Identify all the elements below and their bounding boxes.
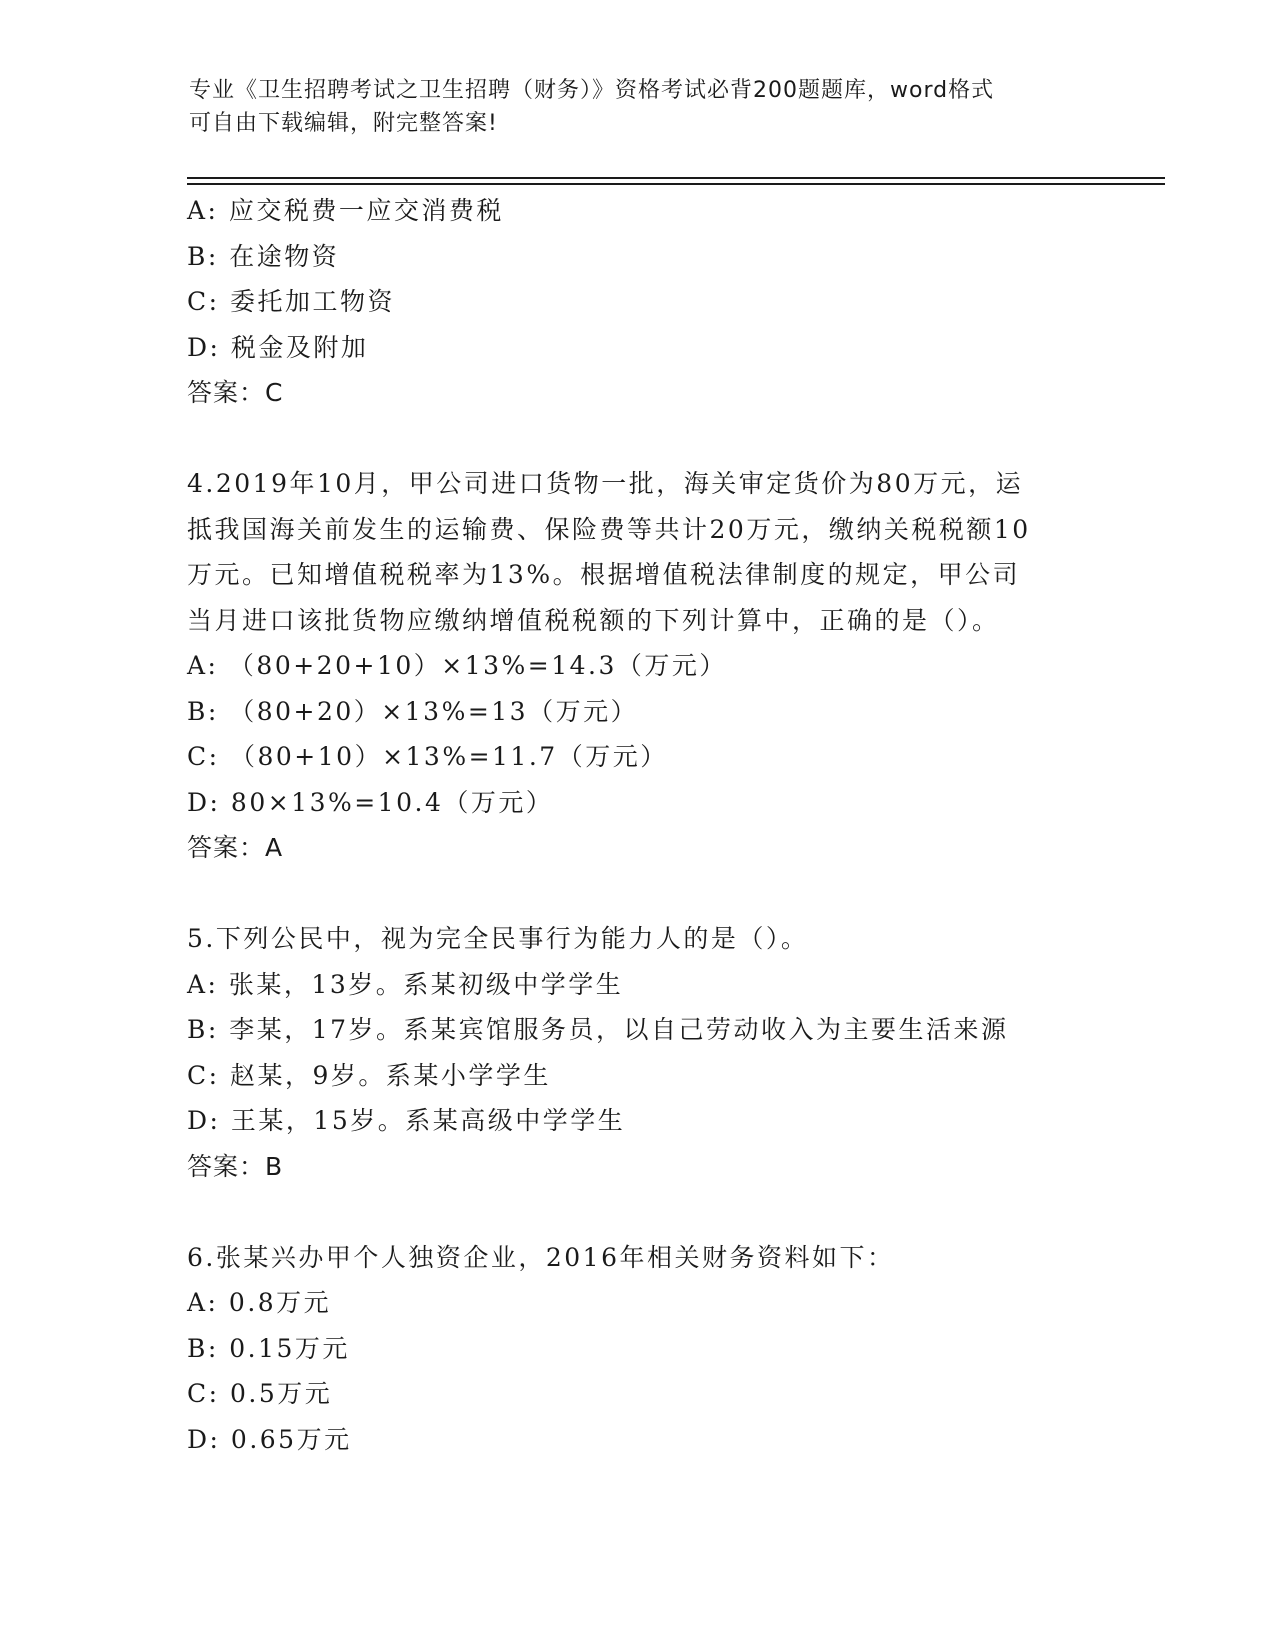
question-4-stem-line-4: 当月进口该批货物应缴纳增值税税额的下列计算中，正确的是（）。 [187, 605, 1000, 635]
spacer [187, 416, 1167, 462]
question-5-option-a: A: 张某，13岁。系某初级中学学生 [187, 969, 624, 999]
question-5-answer: 答案：B [187, 1151, 284, 1181]
header-divider-top [187, 177, 1165, 179]
question-6-option-c: C: 0.5万元 [187, 1379, 333, 1408]
question-5-option-d: D: 王某，15岁。系某高级中学学生 [187, 1106, 626, 1135]
question-3-block [187, 188, 1167, 416]
question-3-option-c: C: 委托加工物资 [187, 287, 395, 316]
question-4-answer: 答案：A [187, 833, 284, 862]
question-5-block [187, 916, 1167, 1189]
spacer [187, 1189, 1167, 1235]
spacer [187, 871, 1167, 917]
question-6-option-a: A: 0.8万元 [187, 1288, 332, 1317]
header-divider-bottom [187, 183, 1165, 185]
question-4-option-b: B: （80+20）×13%=13（万元） [187, 696, 639, 726]
question-5-option-b: B: 李某，17岁。系某宾馆服务员，以自己劳动收入为主要生活来源 [187, 1015, 1009, 1044]
question-4-option-c: C: （80+10）×13%=11.7（万元） [187, 742, 668, 771]
question-6-stem: 6.张某兴办甲个人独资企业，2016年相关财务资料如下： [187, 1242, 895, 1272]
question-3-option-d: D: 税金及附加 [187, 332, 369, 362]
question-4-option-a: A: （80+20+10）×13%=14.3（万元） [187, 651, 727, 680]
question-5-option-c: C: 赵某，9岁。系某小学学生 [187, 1060, 551, 1090]
question-6-block [187, 1235, 1167, 1463]
header-title-line-1: 专业《卫生招聘考试之卫生招聘（财务）》资格考试必背200题题库，word格式 [189, 78, 995, 103]
question-4-option-d: D: 80×13%=10.4（万元） [187, 787, 554, 817]
question-3-option-b: B: 在途物资 [187, 241, 340, 271]
question-3-option-a: A: 应交税费一应交消费税 [187, 196, 504, 225]
question-4-stem-line-1: 4.2019年10月，甲公司进口货物一批，海关审定货价为80万元，运 [187, 469, 1024, 498]
question-6-option-d: D: 0.65万元 [187, 1424, 352, 1454]
question-5-stem: 5.下列公民中，视为完全民事行为能力人的是（）。 [187, 924, 809, 953]
question-4-block [187, 461, 1167, 871]
header-title-line-2: 可自由下载编辑，附完整答案! [189, 111, 498, 136]
question-4-stem-line-3: 万元。已知增值税税率为13%。根据增值税法律制度的规定，甲公司 [187, 560, 1021, 589]
document-header [189, 74, 1089, 140]
question-content [187, 188, 1167, 1462]
question-6-option-b: B: 0.15万元 [187, 1333, 350, 1363]
question-3-answer: 答案：C [187, 378, 284, 407]
question-4-stem-line-2: 抵我国海关前发生的运输费、保险费等共计20万元，缴纳关税税额10 [187, 514, 1031, 544]
